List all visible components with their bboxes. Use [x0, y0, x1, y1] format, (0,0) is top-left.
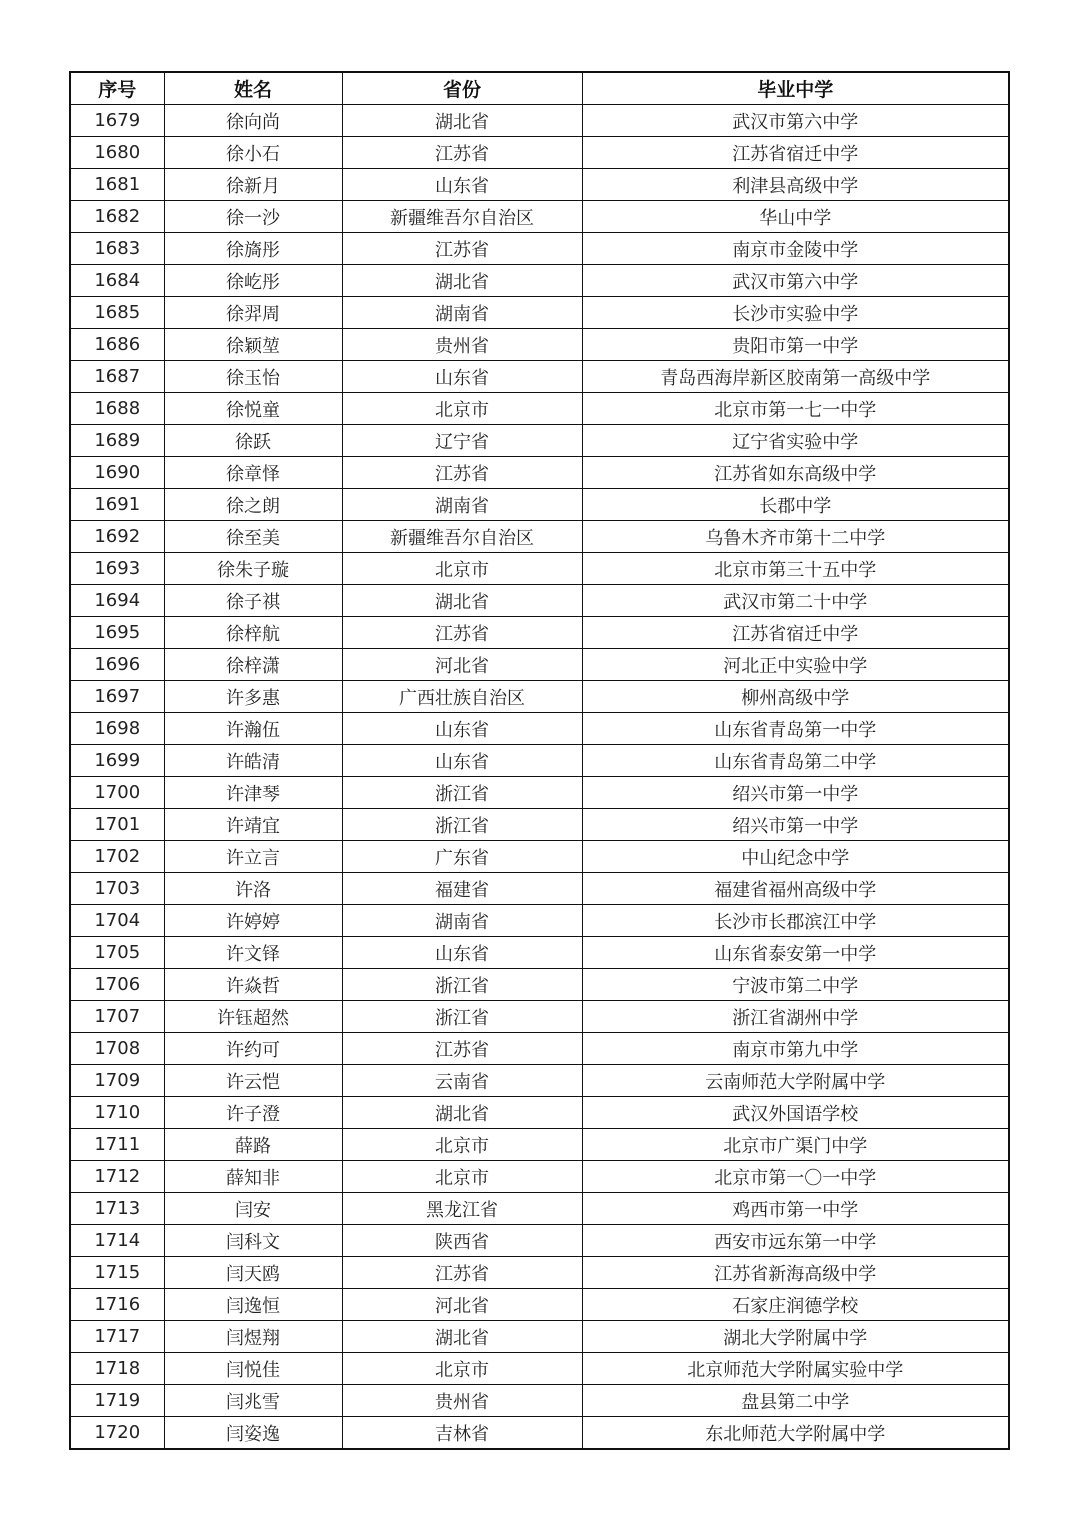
cell-province: 江苏省: [342, 233, 582, 265]
table-row: [70, 1353, 1009, 1385]
cell-province: 湖北省: [342, 105, 582, 137]
header-serial-number: 序号: [70, 72, 164, 105]
cell-graduated-school: 北京市第三十五中学: [582, 553, 1009, 585]
table-row: [70, 969, 1009, 1001]
cell-province: 广西壮族自治区: [342, 681, 582, 713]
cell-graduated-school: 武汉市第六中学: [582, 105, 1009, 137]
cell-province: 浙江省: [342, 809, 582, 841]
cell-province: 江苏省: [342, 1033, 582, 1065]
cell-province: 北京市: [342, 1129, 582, 1161]
table-row: [70, 233, 1009, 265]
cell-graduated-school: 辽宁省实验中学: [582, 425, 1009, 457]
cell-serial-number: 1713: [70, 1193, 164, 1225]
table-row: [70, 713, 1009, 745]
cell-name: 薛路: [164, 1129, 342, 1161]
table-row: [70, 1097, 1009, 1129]
cell-province: 湖北省: [342, 585, 582, 617]
cell-serial-number: 1706: [70, 969, 164, 1001]
cell-province: 辽宁省: [342, 425, 582, 457]
cell-province: 湖南省: [342, 489, 582, 521]
cell-serial-number: 1697: [70, 681, 164, 713]
table-row: [70, 329, 1009, 361]
table-row: [70, 777, 1009, 809]
cell-graduated-school: 山东省泰安第一中学: [582, 937, 1009, 969]
cell-name: 徐羿周: [164, 297, 342, 329]
cell-serial-number: 1684: [70, 265, 164, 297]
cell-province: 湖北省: [342, 1321, 582, 1353]
cell-province: 江苏省: [342, 457, 582, 489]
cell-name: 徐一沙: [164, 201, 342, 233]
table-row: [70, 137, 1009, 169]
cell-serial-number: 1705: [70, 937, 164, 969]
table-row: [70, 841, 1009, 873]
cell-name: 许婷婷: [164, 905, 342, 937]
cell-serial-number: 1691: [70, 489, 164, 521]
cell-province: 吉林省: [342, 1417, 582, 1450]
cell-serial-number: 1682: [70, 201, 164, 233]
cell-serial-number: 1703: [70, 873, 164, 905]
table-row: [70, 1065, 1009, 1097]
cell-name: 徐旖彤: [164, 233, 342, 265]
cell-graduated-school: 石家庄润德学校: [582, 1289, 1009, 1321]
cell-province: 黑龙江省: [342, 1193, 582, 1225]
cell-serial-number: 1695: [70, 617, 164, 649]
cell-name: 徐跃: [164, 425, 342, 457]
table-row: [70, 649, 1009, 681]
table-row: [70, 1321, 1009, 1353]
cell-serial-number: 1699: [70, 745, 164, 777]
cell-serial-number: 1696: [70, 649, 164, 681]
cell-graduated-school: 北京市第一〇一中学: [582, 1161, 1009, 1193]
cell-graduated-school: 北京师范大学附属实验中学: [582, 1353, 1009, 1385]
cell-graduated-school: 江苏省宿迁中学: [582, 617, 1009, 649]
table-row: [70, 809, 1009, 841]
cell-name: 徐至美: [164, 521, 342, 553]
cell-province: 湖南省: [342, 905, 582, 937]
cell-serial-number: 1710: [70, 1097, 164, 1129]
cell-name: 许靖宜: [164, 809, 342, 841]
cell-name: 许瀚伍: [164, 713, 342, 745]
table-row: [70, 745, 1009, 777]
cell-graduated-school: 华山中学: [582, 201, 1009, 233]
cell-province: 山东省: [342, 361, 582, 393]
table-row: [70, 873, 1009, 905]
cell-province: 北京市: [342, 553, 582, 585]
cell-name: 徐新月: [164, 169, 342, 201]
cell-graduated-school: 青岛西海岸新区胶南第一高级中学: [582, 361, 1009, 393]
cell-graduated-school: 江苏省新海高级中学: [582, 1257, 1009, 1289]
cell-graduated-school: 湖北大学附属中学: [582, 1321, 1009, 1353]
cell-graduated-school: 鸡西市第一中学: [582, 1193, 1009, 1225]
cell-serial-number: 1698: [70, 713, 164, 745]
cell-serial-number: 1712: [70, 1161, 164, 1193]
cell-graduated-school: 北京市第一七一中学: [582, 393, 1009, 425]
cell-province: 浙江省: [342, 777, 582, 809]
roster-table: [69, 71, 1010, 1450]
cell-name: 许多惠: [164, 681, 342, 713]
cell-name: 闫姿逸: [164, 1417, 342, 1450]
cell-name: 许子澄: [164, 1097, 342, 1129]
table-row: [70, 521, 1009, 553]
cell-serial-number: 1694: [70, 585, 164, 617]
table-row: [70, 1193, 1009, 1225]
cell-province: 山东省: [342, 937, 582, 969]
cell-name: 许文铎: [164, 937, 342, 969]
cell-serial-number: 1714: [70, 1225, 164, 1257]
table-row: [70, 617, 1009, 649]
cell-name: 徐屹彤: [164, 265, 342, 297]
cell-serial-number: 1700: [70, 777, 164, 809]
table-row: [70, 1289, 1009, 1321]
cell-name: 徐朱子璇: [164, 553, 342, 585]
cell-graduated-school: 武汉市第二十中学: [582, 585, 1009, 617]
cell-graduated-school: 绍兴市第一中学: [582, 809, 1009, 841]
cell-graduated-school: 长沙市长郡滨江中学: [582, 905, 1009, 937]
cell-serial-number: 1686: [70, 329, 164, 361]
table-row: [70, 553, 1009, 585]
cell-graduated-school: 贵阳市第一中学: [582, 329, 1009, 361]
cell-province: 江苏省: [342, 137, 582, 169]
cell-graduated-school: 云南师范大学附属中学: [582, 1065, 1009, 1097]
cell-name: 徐章怿: [164, 457, 342, 489]
cell-graduated-school: 山东省青岛第一中学: [582, 713, 1009, 745]
cell-name: 徐梓航: [164, 617, 342, 649]
cell-serial-number: 1690: [70, 457, 164, 489]
cell-name: 徐颖堃: [164, 329, 342, 361]
cell-name: 闫科文: [164, 1225, 342, 1257]
table-row: [70, 1225, 1009, 1257]
cell-province: 浙江省: [342, 969, 582, 1001]
cell-province: 贵州省: [342, 1385, 582, 1417]
table-row: [70, 585, 1009, 617]
cell-name: 许立言: [164, 841, 342, 873]
header-province: 省份: [342, 72, 582, 105]
cell-graduated-school: 宁波市第二中学: [582, 969, 1009, 1001]
table-row: [70, 393, 1009, 425]
cell-serial-number: 1715: [70, 1257, 164, 1289]
table-row: [70, 681, 1009, 713]
cell-province: 云南省: [342, 1065, 582, 1097]
cell-serial-number: 1711: [70, 1129, 164, 1161]
cell-name: 徐玉怡: [164, 361, 342, 393]
cell-graduated-school: 福建省福州高级中学: [582, 873, 1009, 905]
cell-graduated-school: 西安市远东第一中学: [582, 1225, 1009, 1257]
cell-name: 徐悦童: [164, 393, 342, 425]
cell-name: 闫天鸥: [164, 1257, 342, 1289]
table-row: [70, 1033, 1009, 1065]
header-row: [70, 72, 1009, 105]
cell-name: 许洛: [164, 873, 342, 905]
cell-province: 湖北省: [342, 265, 582, 297]
cell-name: 薛知非: [164, 1161, 342, 1193]
cell-serial-number: 1689: [70, 425, 164, 457]
table-row: [70, 1129, 1009, 1161]
cell-serial-number: 1685: [70, 297, 164, 329]
table-row: [70, 457, 1009, 489]
cell-province: 新疆维吾尔自治区: [342, 201, 582, 233]
cell-serial-number: 1709: [70, 1065, 164, 1097]
cell-province: 江苏省: [342, 617, 582, 649]
cell-graduated-school: 武汉市第六中学: [582, 265, 1009, 297]
cell-province: 北京市: [342, 1161, 582, 1193]
table-row: [70, 169, 1009, 201]
cell-graduated-school: 江苏省如东高级中学: [582, 457, 1009, 489]
cell-graduated-school: 浙江省湖州中学: [582, 1001, 1009, 1033]
cell-province: 陕西省: [342, 1225, 582, 1257]
cell-name: 徐梓潇: [164, 649, 342, 681]
table-row: [70, 201, 1009, 233]
cell-graduated-school: 乌鲁木齐市第十二中学: [582, 521, 1009, 553]
cell-graduated-school: 柳州高级中学: [582, 681, 1009, 713]
cell-province: 河北省: [342, 1289, 582, 1321]
cell-name: 徐之朗: [164, 489, 342, 521]
table-row: [70, 1385, 1009, 1417]
cell-name: 徐子祺: [164, 585, 342, 617]
cell-serial-number: 1718: [70, 1353, 164, 1385]
cell-serial-number: 1680: [70, 137, 164, 169]
cell-name: 许皓清: [164, 745, 342, 777]
cell-serial-number: 1720: [70, 1417, 164, 1450]
cell-province: 湖南省: [342, 297, 582, 329]
cell-graduated-school: 长郡中学: [582, 489, 1009, 521]
table-row: [70, 1257, 1009, 1289]
cell-province: 山东省: [342, 713, 582, 745]
cell-serial-number: 1701: [70, 809, 164, 841]
cell-serial-number: 1687: [70, 361, 164, 393]
table-row: [70, 425, 1009, 457]
cell-serial-number: 1679: [70, 105, 164, 137]
cell-graduated-school: 中山纪念中学: [582, 841, 1009, 873]
cell-serial-number: 1688: [70, 393, 164, 425]
cell-province: 江苏省: [342, 1257, 582, 1289]
cell-graduated-school: 山东省青岛第二中学: [582, 745, 1009, 777]
cell-province: 北京市: [342, 1353, 582, 1385]
table-row: [70, 489, 1009, 521]
cell-province: 贵州省: [342, 329, 582, 361]
cell-serial-number: 1681: [70, 169, 164, 201]
cell-name: 许津琴: [164, 777, 342, 809]
cell-name: 闫悦佳: [164, 1353, 342, 1385]
cell-serial-number: 1683: [70, 233, 164, 265]
cell-name: 许焱哲: [164, 969, 342, 1001]
cell-province: 福建省: [342, 873, 582, 905]
cell-graduated-school: 北京市广渠门中学: [582, 1129, 1009, 1161]
cell-graduated-school: 武汉外国语学校: [582, 1097, 1009, 1129]
cell-serial-number: 1719: [70, 1385, 164, 1417]
cell-province: 河北省: [342, 649, 582, 681]
cell-province: 山东省: [342, 745, 582, 777]
table-row: [70, 1161, 1009, 1193]
cell-name: 闫煜翔: [164, 1321, 342, 1353]
cell-serial-number: 1716: [70, 1289, 164, 1321]
cell-serial-number: 1704: [70, 905, 164, 937]
cell-name: 闫兆雪: [164, 1385, 342, 1417]
cell-serial-number: 1702: [70, 841, 164, 873]
cell-serial-number: 1707: [70, 1001, 164, 1033]
cell-graduated-school: 河北正中实验中学: [582, 649, 1009, 681]
cell-province: 山东省: [342, 169, 582, 201]
cell-graduated-school: 绍兴市第一中学: [582, 777, 1009, 809]
cell-graduated-school: 东北师范大学附属中学: [582, 1417, 1009, 1450]
cell-province: 北京市: [342, 393, 582, 425]
cell-name: 徐向尚: [164, 105, 342, 137]
table-row: [70, 297, 1009, 329]
cell-graduated-school: 盘县第二中学: [582, 1385, 1009, 1417]
table-row: [70, 1001, 1009, 1033]
table-row: [70, 265, 1009, 297]
table-body: [70, 105, 1009, 1450]
cell-name: 徐小石: [164, 137, 342, 169]
cell-province: 新疆维吾尔自治区: [342, 521, 582, 553]
cell-name: 闫逸恒: [164, 1289, 342, 1321]
cell-serial-number: 1708: [70, 1033, 164, 1065]
cell-graduated-school: 利津县高级中学: [582, 169, 1009, 201]
header-graduated-school: 毕业中学: [582, 72, 1009, 105]
cell-graduated-school: 南京市金陵中学: [582, 233, 1009, 265]
cell-province: 广东省: [342, 841, 582, 873]
cell-serial-number: 1717: [70, 1321, 164, 1353]
table-row: [70, 105, 1009, 137]
cell-graduated-school: 长沙市实验中学: [582, 297, 1009, 329]
cell-province: 湖北省: [342, 1097, 582, 1129]
table-row: [70, 905, 1009, 937]
cell-name: 闫安: [164, 1193, 342, 1225]
table-header: [70, 72, 1009, 105]
cell-serial-number: 1693: [70, 553, 164, 585]
cell-serial-number: 1692: [70, 521, 164, 553]
cell-name: 许云恺: [164, 1065, 342, 1097]
cell-graduated-school: 南京市第九中学: [582, 1033, 1009, 1065]
table-row: [70, 1417, 1009, 1450]
cell-name: 许钰超然: [164, 1001, 342, 1033]
roster-sheet: [69, 71, 1008, 1450]
cell-province: 浙江省: [342, 1001, 582, 1033]
header-name: 姓名: [164, 72, 342, 105]
table-row: [70, 937, 1009, 969]
cell-graduated-school: 江苏省宿迁中学: [582, 137, 1009, 169]
cell-name: 许约可: [164, 1033, 342, 1065]
table-row: [70, 361, 1009, 393]
